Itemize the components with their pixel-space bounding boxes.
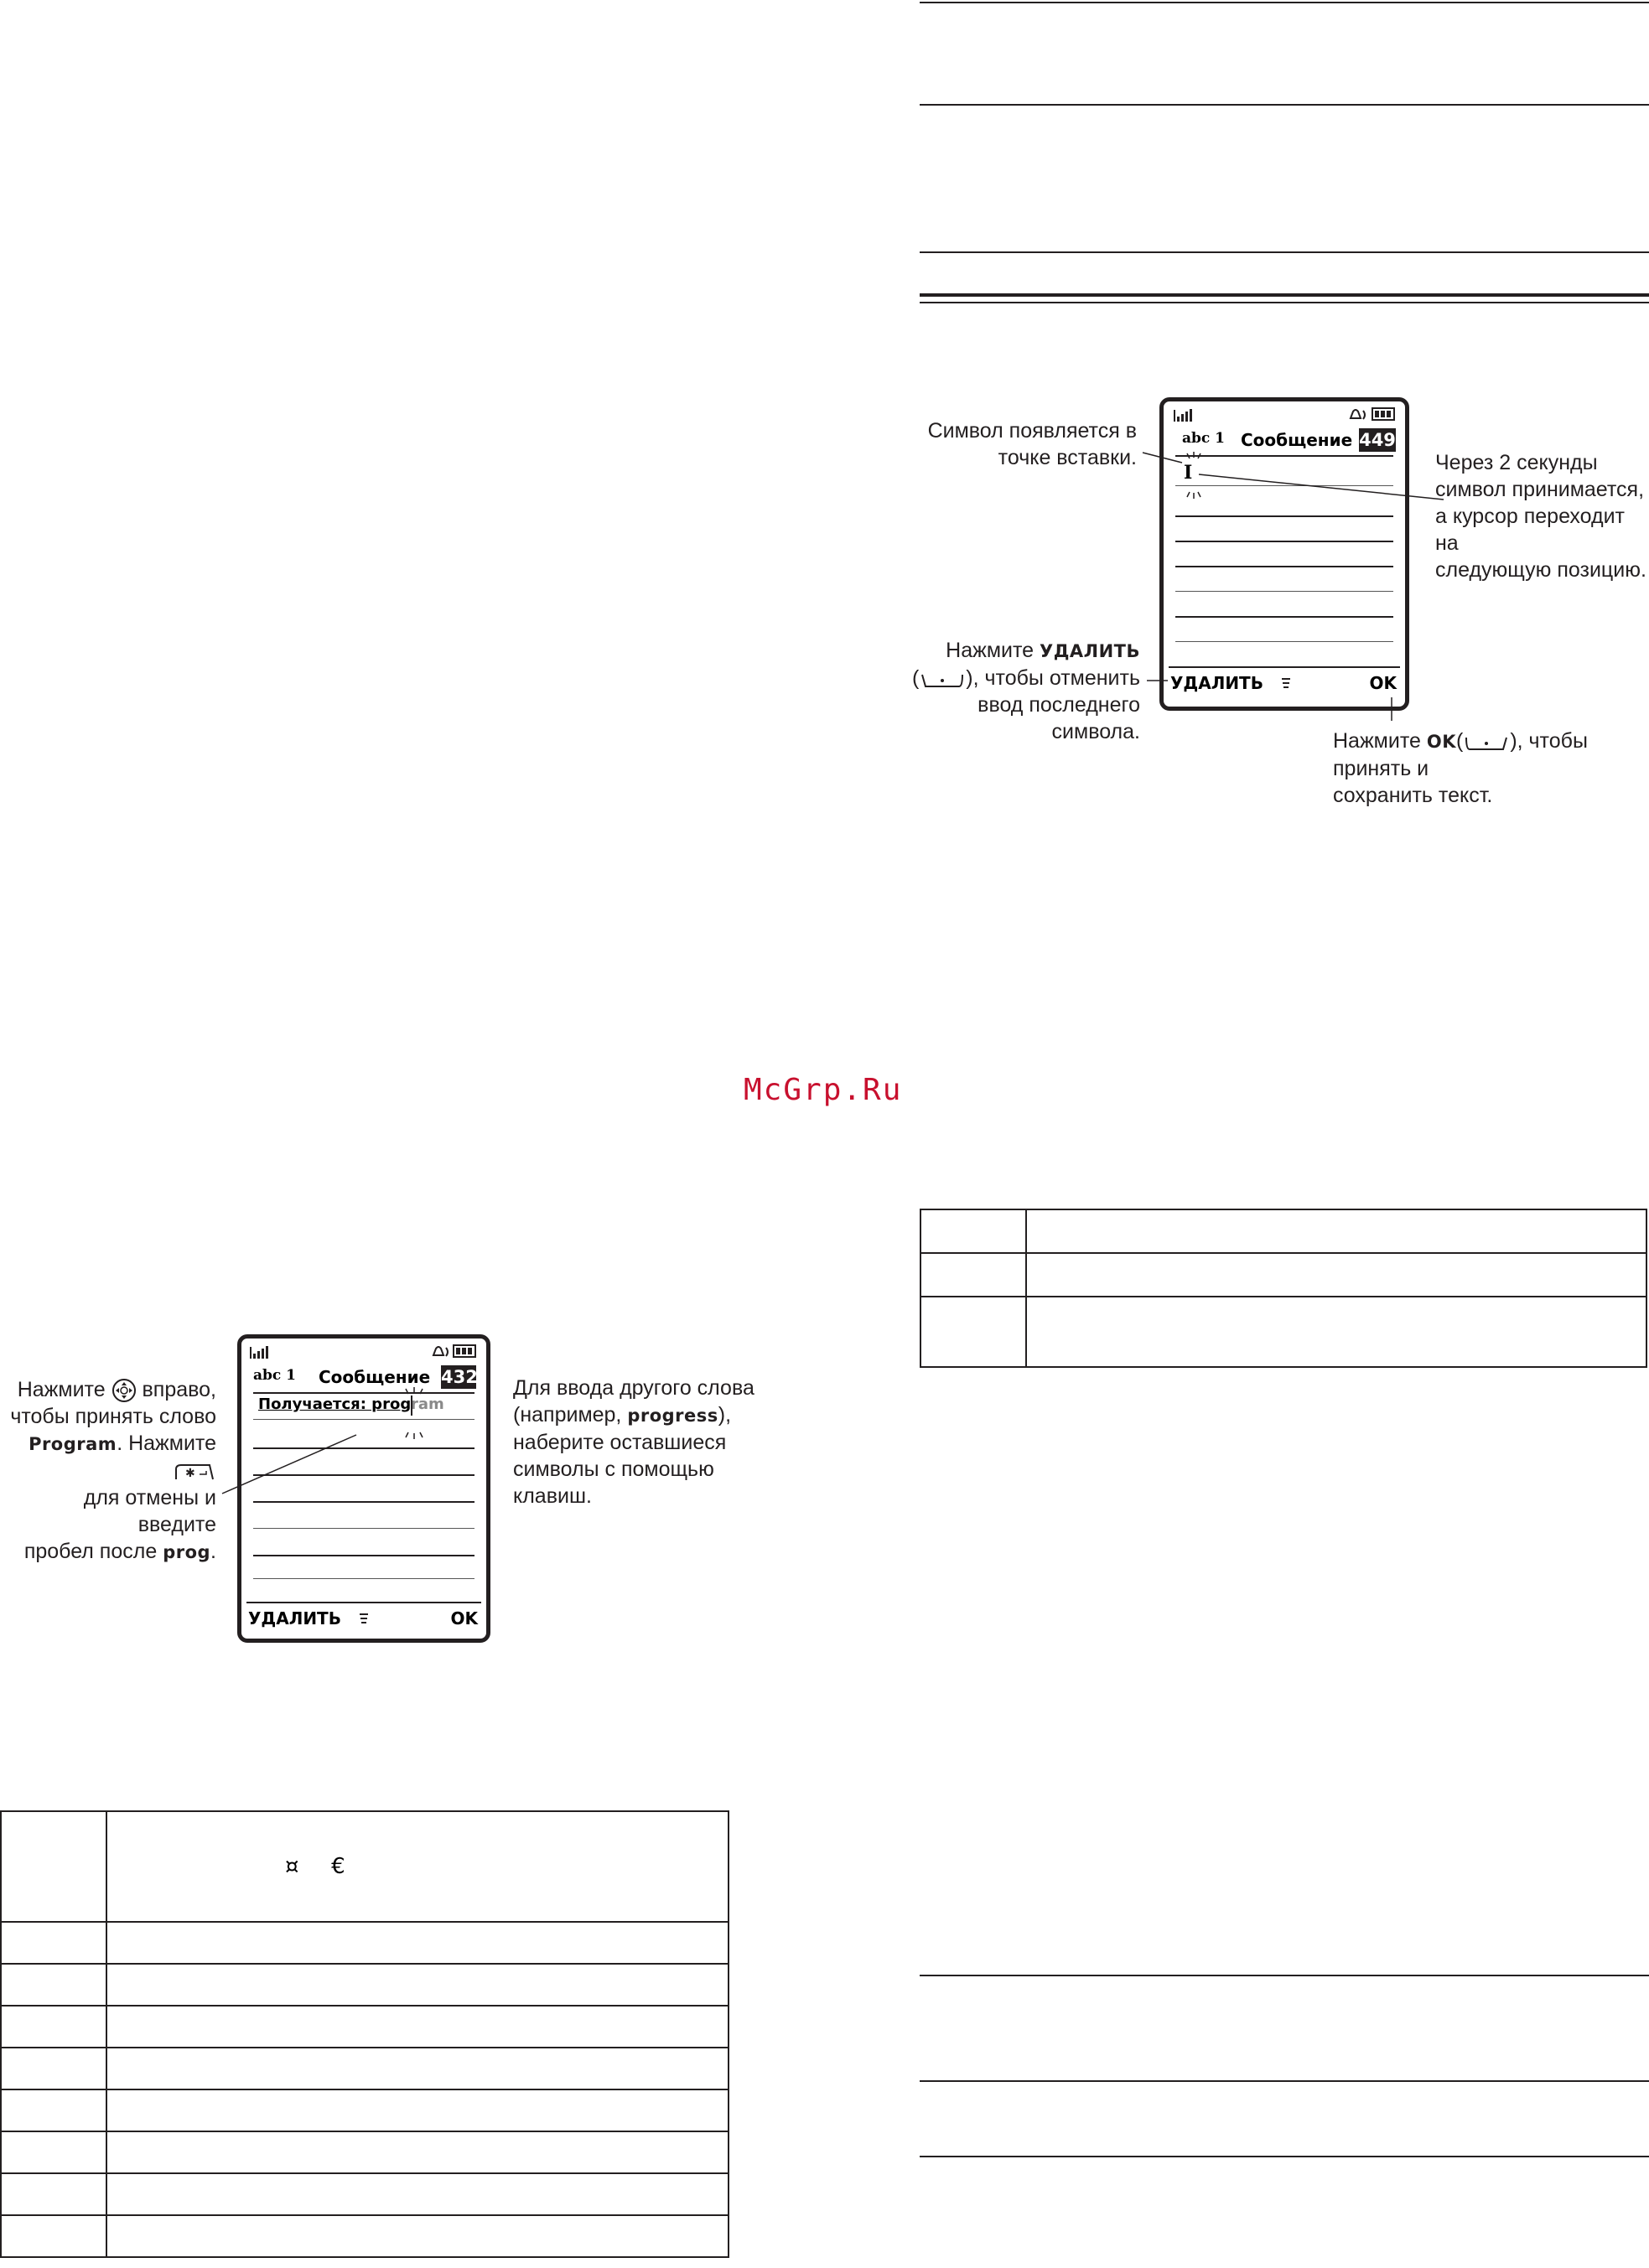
- bottom-rule-2: [920, 2080, 1649, 2082]
- table-row: [1, 2173, 729, 2215]
- svg-text:✱: ✱: [185, 1466, 195, 1480]
- result-label: Получается: prog: [258, 1395, 412, 1413]
- soft-key-ok[interactable]: OK: [1369, 673, 1397, 693]
- program-key-label: Program: [29, 1434, 117, 1455]
- bottom-rule-3: [920, 2156, 1649, 2157]
- table-row: [1, 2215, 729, 2257]
- watermark: McGrp.Ru: [744, 1073, 903, 1107]
- screen-title: Сообщение: [319, 1367, 431, 1387]
- delete-key-label: УДАЛИТЬ: [1040, 641, 1140, 661]
- input-mode: abc 1: [1182, 430, 1225, 447]
- callout-accept-after: Через 2 секунды символ принимается, а курсор переходит на следующую позицию.: [1435, 451, 1646, 582]
- bottom-rule-1: [920, 1975, 1649, 1976]
- soft-key-ok[interactable]: OK: [450, 1608, 478, 1629]
- soft-key-delete[interactable]: УДАЛИТЬ: [1170, 673, 1263, 693]
- callout-other-word: Для ввода другого слова (например, progress), наберите оставшиеся символы с помощью клавиш.: [513, 1376, 754, 1508]
- euro-symbol: €: [331, 1854, 345, 1879]
- progress-key-label: progress: [627, 1406, 718, 1426]
- table-row: [1, 1964, 729, 2006]
- word-completion: ram: [411, 1395, 444, 1413]
- screen-title: Сообщение: [1241, 430, 1353, 450]
- star-key-icon: [173, 1463, 216, 1483]
- prog-key-label: prog: [163, 1542, 211, 1563]
- table-row: [1, 2006, 729, 2048]
- input-mode: abc 1: [253, 1367, 296, 1384]
- table-row: [1, 2089, 729, 2131]
- table-row: [1, 1811, 729, 1922]
- callout-accept-word: Нажмите вправо, чтобы принять слово Program. Нажмите ✱ для отмены и введите пробел после prog.: [10, 1378, 216, 1564]
- callout-ok: Нажмите OK( ), чтобы принять и сохранить текст.: [1333, 729, 1588, 807]
- char-counter: 449: [1359, 430, 1396, 450]
- soft-key-delete[interactable]: УДАЛИТЬ: [248, 1608, 341, 1629]
- callout-insert-point: Символ появляется в точке вставки.: [927, 419, 1137, 469]
- cursor-char: I: [1184, 462, 1193, 484]
- callout-delete: Нажмите УДАЛИТЬ ( ), чтобы отменить ввод последнего символа.: [911, 639, 1140, 743]
- bottom-left-table: [0, 1810, 729, 2258]
- char-counter: 432: [441, 1367, 478, 1387]
- currency-symbol: ¤: [285, 1854, 299, 1879]
- table-row: [1, 2131, 729, 2173]
- table-row: [1, 2048, 729, 2089]
- ok-key-label: OK: [1426, 732, 1456, 752]
- table-row: [1, 1922, 729, 1964]
- nav-key-icon: [111, 1378, 137, 1403]
